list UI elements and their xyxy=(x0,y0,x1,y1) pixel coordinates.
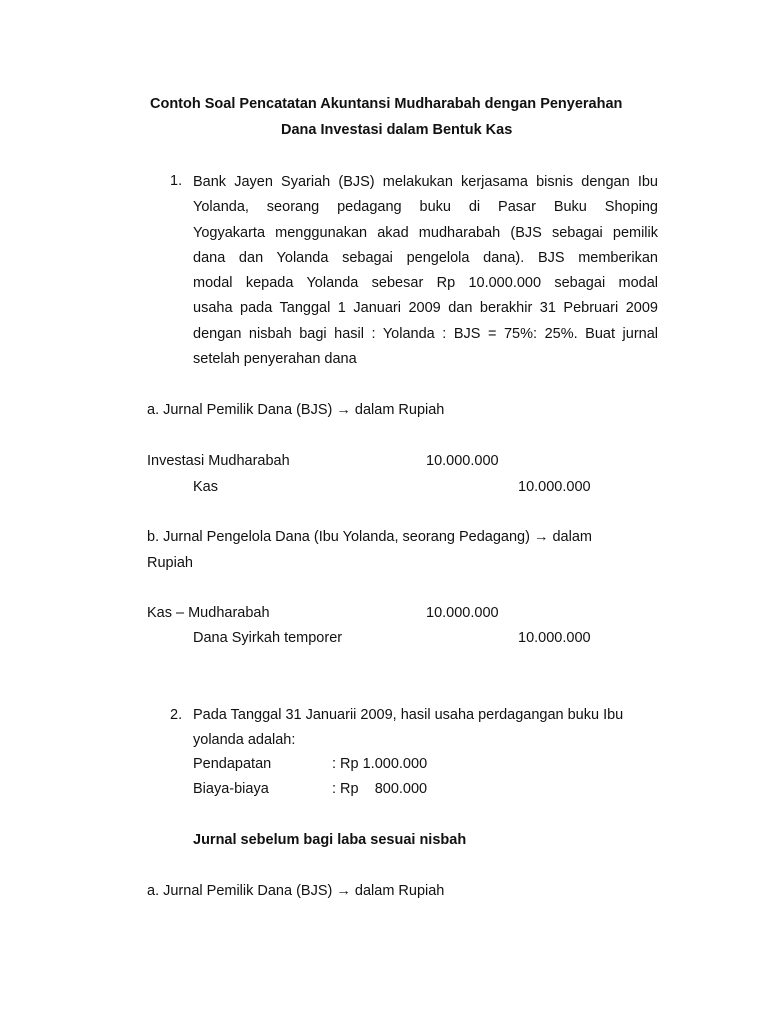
journal-b-debit-amount: 10.000.000 xyxy=(426,605,499,621)
biaya-label: Biaya-biaya xyxy=(193,781,269,797)
question-1-line: modal kepada Yolanda sebesar Rp 10.000.000 sebagai modal xyxy=(193,275,658,292)
journal-b-heading-line-2: Rupiah xyxy=(147,555,193,571)
title-line-2: Dana Investasi dalam Bentuk Kas xyxy=(281,122,513,138)
journal-a-credit-account: Kas xyxy=(193,479,218,495)
question-1-line: Yogyakarta menggunakan akad mudharabah (BJS sebagai pemilik xyxy=(193,224,658,241)
question-2-number: 2. xyxy=(170,707,183,723)
journal-a-debit-account: Investasi Mudharabah xyxy=(147,453,290,469)
question-1-line: setelah penyerahan dana xyxy=(193,351,357,368)
journal-a-heading: a. Jurnal Pemilik Dana (BJS) → dalam Rupiah xyxy=(147,402,445,418)
journal-b-debit-account: Kas – Mudharabah xyxy=(147,605,270,621)
question-2-line-1: Pada Tanggal 31 Januarii 2009, hasil usaha perdagangan buku Ibu xyxy=(193,707,624,723)
pendapatan-value: : Rp 1.000.000 xyxy=(332,756,428,772)
title-line-1: Contoh Soal Pencatatan Akuntansi Mudharabah dengan Penyerahan xyxy=(150,96,623,112)
journal-c-heading: a. Jurnal Pemilik Dana (BJS) → dalam Rupiah xyxy=(147,883,445,899)
journal-subheading: Jurnal sebelum bagi laba sesuai nisbah xyxy=(193,832,467,848)
question-1-line: usaha pada Tanggal 1 Januari 2009 dan berakhir 31 Pebruari 2009 xyxy=(193,300,658,317)
question-1-text xyxy=(193,170,658,372)
biaya-value: : Rp 800.000 xyxy=(332,781,428,797)
journal-b-heading-line-1: b. Jurnal Pengelola Dana (Ibu Yolanda, seorang Pedagang) → dalam xyxy=(147,529,592,545)
journal-b-credit-account: Dana Syirkah temporer xyxy=(193,630,343,646)
journal-a-debit-amount: 10.000.000 xyxy=(426,453,499,469)
question-1-line: Bank Jayen Syariah (BJS) melakukan kerjasama bisnis dengan Ibu xyxy=(193,174,658,190)
journal-b-credit-amount: 10.000.000 xyxy=(518,630,591,646)
pendapatan-label: Pendapatan xyxy=(193,756,272,772)
question-1-number: 1. xyxy=(170,173,183,189)
question-1-line: dana dan Yolanda sebagai pengelola dana). BJS memberikan xyxy=(193,249,658,266)
question-2-line-2: yolanda adalah: xyxy=(193,732,296,748)
journal-a-credit-amount: 10.000.000 xyxy=(518,479,591,495)
question-1-line: Yolanda, seorang pedagang buku di Pasar Buku Shoping xyxy=(193,199,658,216)
question-1-line: dengan nisbah bagi hasil : Yolanda : BJS = 75%: 25%. Buat jurnal xyxy=(193,325,658,342)
